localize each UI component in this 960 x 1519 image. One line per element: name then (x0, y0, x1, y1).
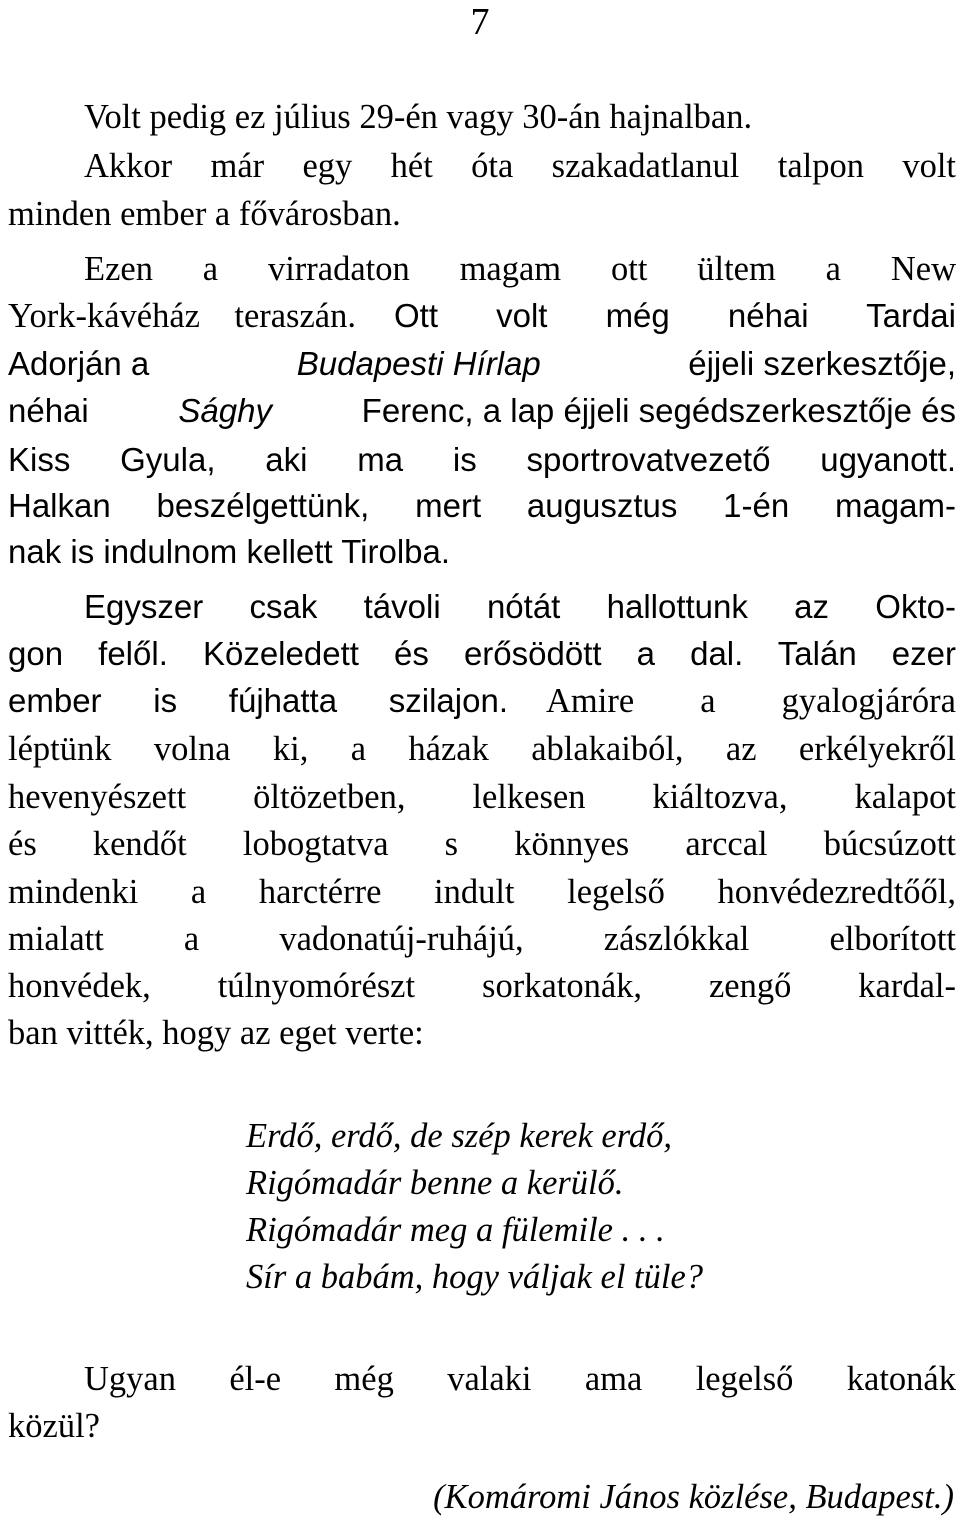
text-line: mialatt a vadonatúj-ruhájú, zászlókkal elborított (8, 920, 956, 958)
poem-line: Erdő, erdő, de szép kerek erdő, (246, 1117, 673, 1155)
text-line: hevenyészett öltözetben, lelkesen kiáltozva, kalapot (8, 778, 956, 816)
text-line: minden ember a fővárosban. (8, 195, 401, 233)
text-line: mindenki a harctérre indult legelső honvédezredtőől, (8, 873, 956, 911)
attribution: (Komáromi János közlése, Budapest.) (433, 1478, 954, 1516)
text-line: nak is indulnom kellett Tirolba. (8, 533, 451, 570)
text-line: Ugyan él-e még valaki ama legelső katonák (84, 1360, 956, 1398)
text-segment: néhai (8, 392, 89, 429)
text-line: Halkan beszélgettünk, mert augusztus 1-én magam- (8, 487, 956, 524)
text-line: Volt pedig ez július 29-én vagy 30-án hajnalban. (84, 98, 753, 136)
text-line: Akkor már egy hét óta szakadatlanul talpon volt (84, 147, 956, 185)
poem-line: Rigómadár meg a fülemile . . . (246, 1211, 665, 1249)
text-line: és kendőt lobogtatva s könnyes arccal búcsúzott (8, 825, 956, 863)
text-segment: ember is fújhatta szilajon. (8, 682, 508, 719)
text-line-mixed (8, 391, 956, 431)
text-segment: Ferenc, a lap éjjeli segédszerkesztője és (361, 392, 956, 429)
page-number: 7 (470, 1, 490, 43)
person-name: Sághy (178, 392, 272, 429)
text-line: Ezen a virradaton magam ott ültem a New (84, 250, 956, 288)
text-line: honvédek, túlnyomórészt sorkatonák, zengő kardal- (8, 967, 956, 1005)
text-line: közül? (8, 1407, 100, 1445)
text-line: Kiss Gyula, aki ma is sportrovatvezető ugyanott. (8, 441, 956, 478)
text-line: Egyszer csak távoli nótát hallottunk az Okto- (84, 588, 956, 625)
text-line: gon felől. Közeledett és erősödött a dal. Talán ezer (8, 635, 956, 672)
poem-line: Rigómadár benne a kerülő. (246, 1164, 624, 1202)
text-line-mixed (8, 681, 956, 721)
text-segment: Adorján a (8, 345, 150, 382)
text-segment: Ott volt még néhai Tardai (394, 297, 956, 334)
text-line: léptünk volna ki, a házak ablakaiból, az erkélyekről (8, 730, 956, 768)
text-line-mixed (8, 296, 956, 336)
text-segment: York-kávéház teraszán. (8, 297, 356, 335)
poem-line: Sír a babám, hogy váljak el tüle? (246, 1258, 704, 1296)
text-segment: éjjeli szerkesztője, (688, 345, 956, 382)
text-segment: Amire a gyalogjáróra (546, 682, 956, 720)
text-line: ban vitték, hogy az eget verte: (8, 1014, 424, 1052)
newspaper-title: Budapesti Hírlap (296, 345, 541, 382)
text-line-mixed (8, 344, 956, 384)
